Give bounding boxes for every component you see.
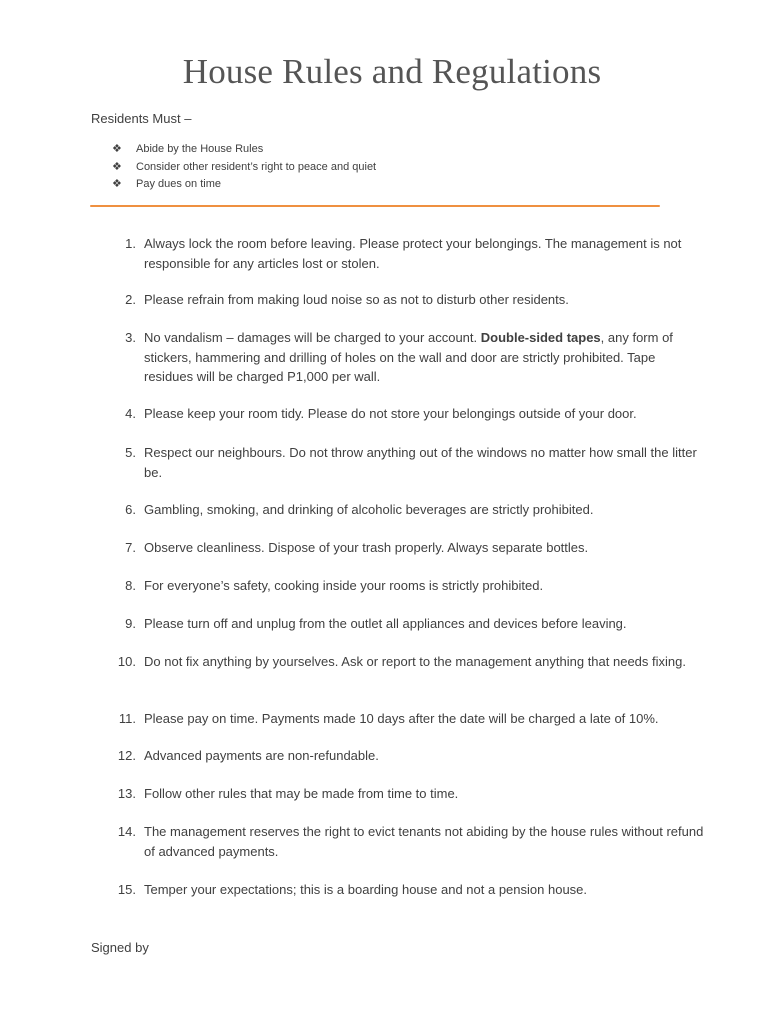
rule-text: Please turn off and unplug from the outlet all appliances and devices before leaving. [144,616,627,631]
rule-text: Gambling, smoking, and drinking of alcoholic beverages are strictly prohibited. [144,502,594,517]
rule-text: Always lock the room before leaving. Please protect your belongings. The management is not responsible for any articles lost or stolen. [144,236,682,271]
rule-text: Follow other rules that may be made from time to time. [144,786,459,801]
rule-number: 6. [125,502,136,517]
list-item-text: Consider other resident’s right to peace and quiet [136,160,377,173]
rule-number: 7. [125,540,136,555]
intro-text: Residents Must – [91,111,192,126]
list-item [112,159,376,177]
rule-text: Please keep your room tidy. Please do not store your belongings outside of your door. [144,406,637,421]
rule-text: Please pay on time. Payments made 10 days after the date will be charged a late of 10%. [144,711,659,726]
rule-number: 11. [118,711,136,726]
rule-text: Do not fix anything by yourselves. Ask or report to the management anything that needs fixing. [144,654,686,669]
rule-item [108,652,708,672]
rule-item [108,709,708,729]
residents-must-list [112,141,376,194]
diamond-bullet-icon: ❖ [112,160,122,173]
rule-item [108,443,708,482]
rule-number: 13. [117,786,136,801]
rule-number: 9. [125,616,136,631]
signed-by-label: Signed by [91,940,149,955]
list-item [112,141,376,159]
rule-number: 4. [125,406,136,421]
rule-text: Please refrain from making loud noise so as not to disturb other residents. [144,292,569,307]
rule-item [108,500,708,520]
rule-item [108,614,708,634]
diamond-bullet-icon: ❖ [112,178,122,191]
rule-text: Advanced payments are non-refundable. [144,748,379,763]
rule-item [108,784,708,804]
rule-text-part: , any form of stickers, hammering and drilling of holes on the wall and door are strictly prohibited. Tape residues will be charged P1,000 per wall. [144,330,673,384]
section-divider [90,205,660,207]
rule-item [108,746,708,766]
rule-number: 5. [125,445,136,460]
list-item-text: Pay dues on time [136,178,221,191]
rule-text: The management reserves the right to evict tenants not abiding by the house rules without refund of advanced payments. [144,824,704,859]
list-item-text: Abide by the House Rules [136,143,264,156]
rule-number: 1. [125,236,136,251]
rule-item [108,234,708,273]
rule-item [108,404,708,424]
page-title: House Rules and Regulations [182,52,602,91]
rule-number: 8. [125,578,136,593]
rule-text: Observe cleanliness. Dispose of your trash properly. Always separate bottles. [144,540,589,555]
rule-text: Temper your expectations; this is a boarding house and not a pension house. [144,882,588,897]
diamond-bullet-icon: ❖ [112,143,122,156]
rule-item [108,822,708,861]
rule-item [108,290,708,310]
rule-item [108,880,708,900]
rule-text-bold: Double-sided tapes [480,330,601,345]
rule-number: 15. [117,882,136,897]
rule-item [108,576,708,596]
rule-number: 2. [125,292,136,307]
rule-text: Respect our neighbours. Do not throw anything out of the windows no matter how small the litter be. [144,445,697,480]
rule-number: 14. [117,824,136,839]
rule-text-part: No vandalism – damages will be charged to your account. [144,330,481,345]
rule-text: For everyone’s safety, cooking inside your rooms is strictly prohibited. [144,578,544,593]
rule-item [108,538,708,558]
rule-number: 3. [125,330,136,345]
list-item [112,176,376,194]
rule-item [108,328,708,387]
rule-text [136,328,708,387]
rule-number: 10. [117,654,136,669]
rule-number: 12. [117,748,136,763]
